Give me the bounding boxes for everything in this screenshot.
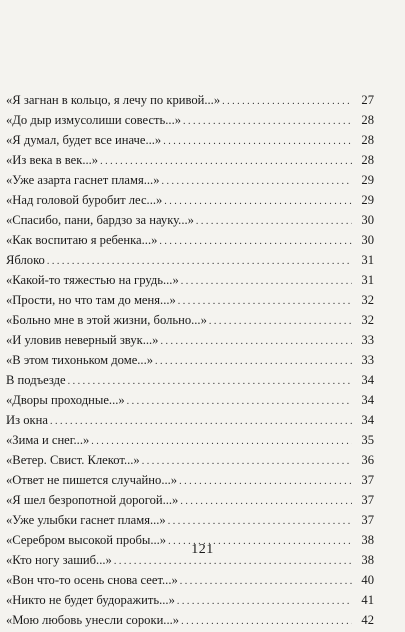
toc-entry [6, 470, 374, 490]
toc-entry [6, 570, 374, 590]
toc-dot-leader [142, 450, 352, 472]
toc-entry-title: «Какой-то тяжестью на грудь...» [6, 273, 179, 287]
toc-entry-title: «Серебром высокой пробы...» [6, 533, 167, 547]
toc-entry [6, 610, 374, 630]
toc-entry-page: 29 [361, 193, 374, 207]
toc-entry-page: 32 [361, 293, 374, 307]
toc-entry [6, 210, 374, 230]
toc-entry-title: «Ветер. Свист. Клекот...» [6, 453, 140, 467]
toc-entry [6, 490, 374, 510]
toc-dot-leader [181, 270, 352, 292]
toc-dot-leader [155, 350, 352, 372]
toc-dot-leader [47, 250, 352, 272]
toc-entry [6, 370, 374, 390]
toc-entry-page: 32 [361, 313, 374, 327]
toc-entry-title: «Прости, но что там до меня...» [6, 293, 176, 307]
toc-entry-title: «Спасибо, пани, бардзо за науку...» [6, 213, 194, 227]
toc-entry [6, 230, 374, 250]
toc-dot-leader [180, 490, 352, 512]
toc-entry-page: 29 [361, 173, 374, 187]
toc-dot-leader [222, 90, 352, 112]
toc-dot-leader [196, 210, 352, 232]
toc-dot-leader [180, 570, 352, 592]
toc-dot-leader [100, 150, 352, 172]
toc-dot-leader [163, 130, 352, 152]
toc-entry-title: «Уже улыбки гаснет пламя...» [6, 513, 166, 527]
toc-dot-leader [50, 410, 352, 432]
toc-entry-title: «Мою любовь унесли сороки...» [6, 613, 180, 627]
toc-entry [6, 190, 374, 210]
toc-entry [6, 430, 374, 450]
toc-dot-leader [178, 290, 352, 312]
toc-entry-page: 35 [361, 433, 374, 447]
toc-entry-page: 41 [361, 593, 374, 607]
toc-entry [6, 350, 374, 370]
toc-entry-page: 40 [361, 573, 374, 587]
toc-entry [6, 90, 374, 110]
toc-entry [6, 170, 374, 190]
toc-dot-leader [160, 330, 352, 352]
toc-entry [6, 150, 374, 170]
toc-entry-title: «Кто ногу зашиб...» [6, 553, 112, 567]
toc-entry-page: 34 [361, 393, 374, 407]
toc-entry-page: 38 [361, 533, 374, 547]
toc-entry-page: 28 [361, 153, 374, 167]
toc-entry-title: «Ответ не пишется случайно...» [6, 473, 178, 487]
toc-entry-title: «Я думал, будет все иначе...» [6, 133, 162, 147]
toc-entry-page: 42 [361, 613, 374, 627]
toc-entry [6, 410, 374, 430]
toc-entry-title: Из окна [6, 413, 48, 427]
toc-entry [6, 310, 374, 330]
toc-entry-title: «До дыр измусолиши совесть...» [6, 113, 182, 127]
toc-entry-page: 36 [361, 453, 374, 467]
toc-dot-leader [162, 170, 352, 192]
toc-dot-leader [179, 470, 352, 492]
toc-entry-title: «Дворы проходные...» [6, 393, 125, 407]
toc-entry-page: 27 [361, 93, 374, 107]
toc-entry-title: «Зима и снег...» [6, 433, 90, 447]
toc-entry [6, 130, 374, 150]
toc-dot-leader [68, 370, 352, 392]
toc-entry-page: 33 [361, 353, 374, 367]
toc-entry-title: «Больно мне в этой жизни, больно...» [6, 313, 207, 327]
toc-dot-leader [177, 590, 352, 612]
toc-entry-page: 37 [361, 493, 374, 507]
toc-entry-page: 33 [361, 333, 374, 347]
toc-entry-page: 30 [361, 233, 374, 247]
toc-dot-leader [164, 190, 352, 212]
toc-entry [6, 250, 374, 270]
toc-entry-title: «Как воспитаю я ребенка...» [6, 233, 158, 247]
toc-dot-leader [127, 390, 352, 412]
toc-entry-title: Яблоко [6, 253, 45, 267]
toc-entry-page: 31 [361, 273, 374, 287]
toc-entry [6, 590, 374, 610]
toc-entry-page: 28 [361, 113, 374, 127]
toc-dot-leader [91, 430, 352, 452]
toc-entry-page: 34 [361, 413, 374, 427]
toc-entry-title: «И уловив неверный звук...» [6, 333, 159, 347]
toc-entry-title: «Я загнан в кольцо, я лечу по кривой...» [6, 93, 221, 107]
toc-entry-title: «Я шел безропотной дорогой...» [6, 493, 179, 507]
toc-entry-title: «Никто не будет будоражить...» [6, 593, 175, 607]
toc-entry-title: «Из века в век...» [6, 153, 99, 167]
toc-entry-title: «Над головой буробит лес...» [6, 193, 163, 207]
toc-entry-page: 37 [361, 513, 374, 527]
toc-entry-page: 31 [361, 253, 374, 267]
toc-entry [6, 270, 374, 290]
toc-entry [6, 510, 374, 530]
toc-entry-page: 34 [361, 373, 374, 387]
toc-entry-title: «Уже азарта гаснет пламя...» [6, 173, 160, 187]
toc-entry-page: 37 [361, 473, 374, 487]
toc-entry-page: 30 [361, 213, 374, 227]
toc-entry [6, 450, 374, 470]
page-number: 121 [191, 542, 214, 557]
toc-dot-leader [209, 310, 352, 332]
toc-entry [6, 110, 374, 130]
toc-entry [6, 330, 374, 350]
toc-dot-leader [159, 230, 352, 252]
toc-dot-leader [183, 110, 352, 132]
toc-entry-title: В подъезде [6, 373, 66, 387]
toc-entry-title: «В этом тихоньком доме...» [6, 353, 154, 367]
toc-entry-page: 38 [361, 553, 374, 567]
toc-entry [6, 290, 374, 310]
toc-entry-title: «Вон что-то осень снова сеет...» [6, 573, 178, 587]
toc-entry [6, 390, 374, 410]
toc-entry-page: 28 [361, 133, 374, 147]
toc-dot-leader [181, 610, 352, 632]
toc-dot-leader [168, 510, 352, 532]
